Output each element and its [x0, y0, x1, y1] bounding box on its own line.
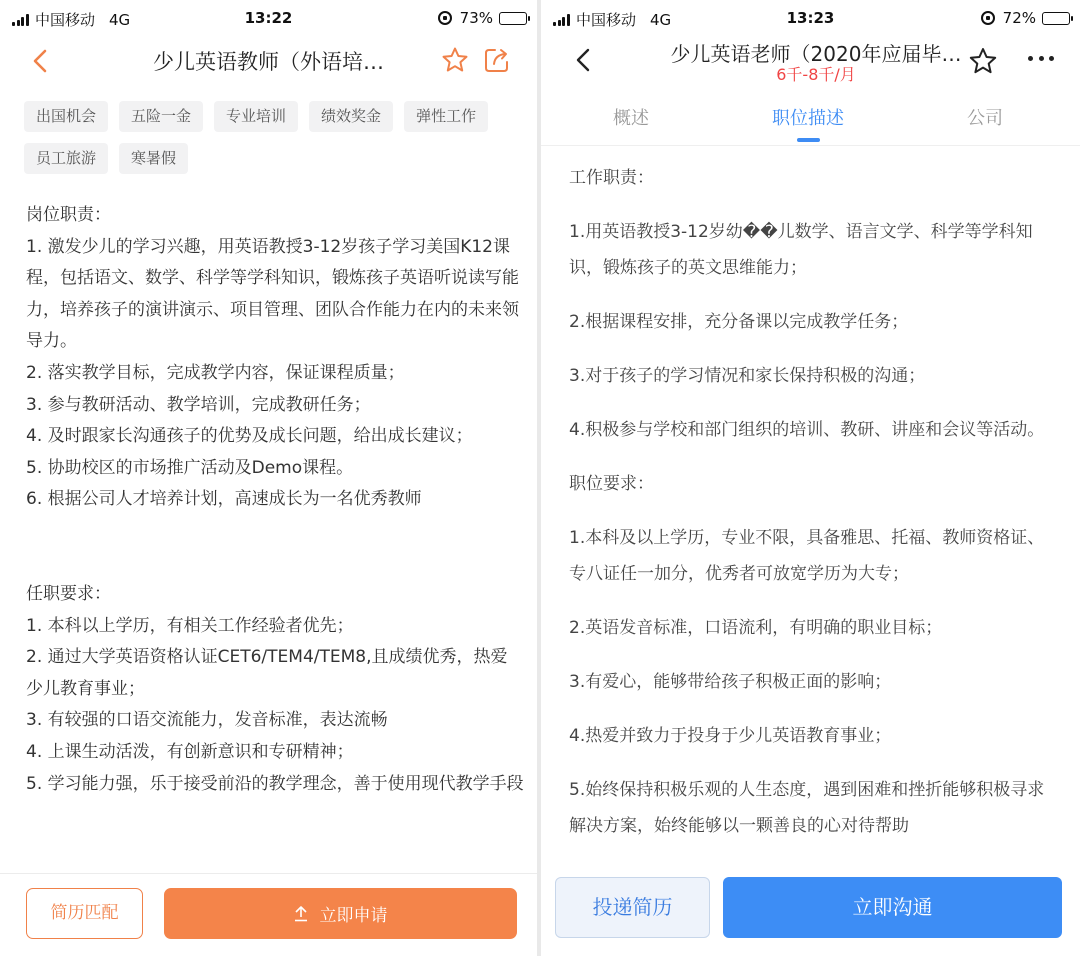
requirement-item: 1. 本科以上学历，有相关工作经验者优先； — [26, 615, 354, 636]
requirement-item: 3. 有较强的口语交流能力，发音标准，表达流畅 — [26, 710, 388, 731]
favorite-star-icon[interactable] — [968, 46, 998, 76]
duties-heading: 工作职责： — [569, 168, 654, 188]
network-type: 4G — [650, 10, 672, 29]
carrier: 中国移动 — [576, 11, 637, 29]
benefit-tags — [24, 101, 514, 185]
duty-item: 3. 参与教研活动、教学培训，完成教研任务； — [26, 394, 371, 415]
rotation-lock-icon — [981, 11, 995, 25]
tab-company[interactable]: 公司 — [967, 108, 1003, 129]
requirement-item: 2. 通过大学英语资格认证CET6/TEM4/TEM8,且成绩优秀，热爱少儿教育事业； — [26, 647, 508, 699]
benefit-tag: 弹性工作 — [404, 101, 488, 132]
tab-bar — [541, 94, 1080, 146]
duties-heading: 岗位职责： — [26, 205, 111, 225]
job-description — [569, 160, 1061, 865]
active-tab-indicator — [797, 138, 820, 142]
back-icon[interactable] — [569, 46, 599, 76]
bottom-action-bar — [541, 865, 1080, 956]
requirement-item: 1.本科及以上学历，专业不限，具备雅思、托福、教师资格证、专八证任一加分，优秀者可放宽学历为大专； — [569, 528, 1045, 584]
duty-item: 5. 协助校区的市场推广活动及Demo课程。 — [26, 457, 354, 478]
requirement-item: 3.有爱心，能够带给孩子积极正面的影响； — [569, 672, 892, 692]
requirements-heading: 职位要求： — [569, 474, 654, 494]
duty-item: 4. 及时跟家长沟通孩子的优势及成长问题，给出成长建议； — [26, 426, 473, 447]
duty-item: 2.根据课程安排，充分备课以完成教学任务； — [569, 312, 909, 332]
requirement-item: 4.热爱并致力于投身于少儿英语教育事业； — [569, 726, 892, 746]
apply-now-button[interactable] — [164, 888, 517, 939]
benefit-tag: 出国机会 — [24, 101, 108, 132]
benefit-tag: 寒暑假 — [119, 143, 188, 174]
status-bar — [0, 0, 537, 36]
apply-now-label: 立即申请 — [319, 906, 388, 926]
duty-item: 2. 落实教学目标，完成教学内容，保证课程质量； — [26, 362, 405, 383]
chat-now-button[interactable]: 立即沟通 — [723, 877, 1062, 938]
clock: 13:22 — [244, 9, 293, 27]
duty-item: 1.用英语教授3-12岁幼��儿数学、语言文学、科学等学科知识，锻炼孩子的英文思维能力； — [569, 222, 1033, 278]
right-screen — [541, 0, 1080, 956]
share-icon[interactable] — [483, 46, 511, 74]
left-screen — [0, 0, 537, 956]
more-options-icon[interactable] — [1028, 56, 1054, 64]
benefit-tag: 绩效奖金 — [309, 101, 393, 132]
battery-icon — [1042, 12, 1070, 25]
benefit-tag: 五险一金 — [119, 101, 203, 132]
network-type: 4G — [109, 10, 131, 29]
requirement-item: 5.始终保持积极乐观的人生态度，遇到困难和挫折能够积极寻求解决方案，始终能够以一颗善良的心对待帮助 — [569, 780, 1045, 836]
duty-item: 1. 激发少儿的学习兴趣，用英语教授3-12岁孩子学习美国K12课程，包括语文、数学、科学等学科知识，锻炼孩子英语听说读写能力，培养孩子的演讲演示、项目管理、团队合作能力在内的未来领导力。 — [26, 236, 519, 352]
battery-icon — [499, 12, 527, 25]
submit-resume-button[interactable]: 投递简历 — [555, 877, 710, 938]
requirement-item: 4. 上课生动活泼，有创新意识和专研精神； — [26, 741, 354, 762]
back-icon[interactable] — [26, 46, 56, 76]
duty-item: 6. 根据公司人才培养计划，高速成长为一名优秀教师 — [26, 489, 422, 510]
page-title: 少儿英语老师（2020年应届毕… — [670, 42, 962, 66]
requirement-item: 5. 学习能力强，乐于接受前沿的教学理念，善于使用现代教学手段 — [26, 773, 524, 794]
benefit-tag: 员工旅游 — [24, 143, 108, 174]
nav-bar — [541, 36, 1080, 90]
battery-percent: 72% — [1002, 9, 1036, 27]
tab-job-description[interactable]: 职位描述 — [772, 108, 844, 129]
tab-overview[interactable]: 概述 — [613, 108, 649, 129]
benefit-tag: 专业培训 — [214, 101, 298, 132]
duty-item: 4.积极参与学校和部门组织的培训、教研、讲座和会议等活动。 — [569, 420, 1045, 440]
battery-percent: 73% — [459, 9, 493, 27]
salary-range: 6千-8千/月 — [776, 65, 856, 84]
requirements-heading: 任职要求： — [26, 583, 111, 604]
page-title: 少儿英语教师（外语培… — [153, 50, 384, 74]
upload-icon — [294, 906, 308, 922]
favorite-star-icon[interactable] — [441, 46, 469, 74]
carrier: 中国移动 — [35, 11, 96, 29]
bottom-action-bar — [0, 873, 537, 956]
duty-item: 3.对于孩子的学习情况和家长保持积极的沟通； — [569, 366, 926, 386]
resume-match-button[interactable]: 简历匹配 — [26, 888, 143, 939]
job-description — [26, 200, 524, 800]
rotation-lock-icon — [438, 11, 452, 25]
nav-bar — [0, 36, 537, 86]
status-bar — [541, 0, 1080, 36]
clock: 13:23 — [786, 9, 835, 27]
requirement-item: 2.英语发音标准，口语流利，有明确的职业目标； — [569, 618, 943, 638]
